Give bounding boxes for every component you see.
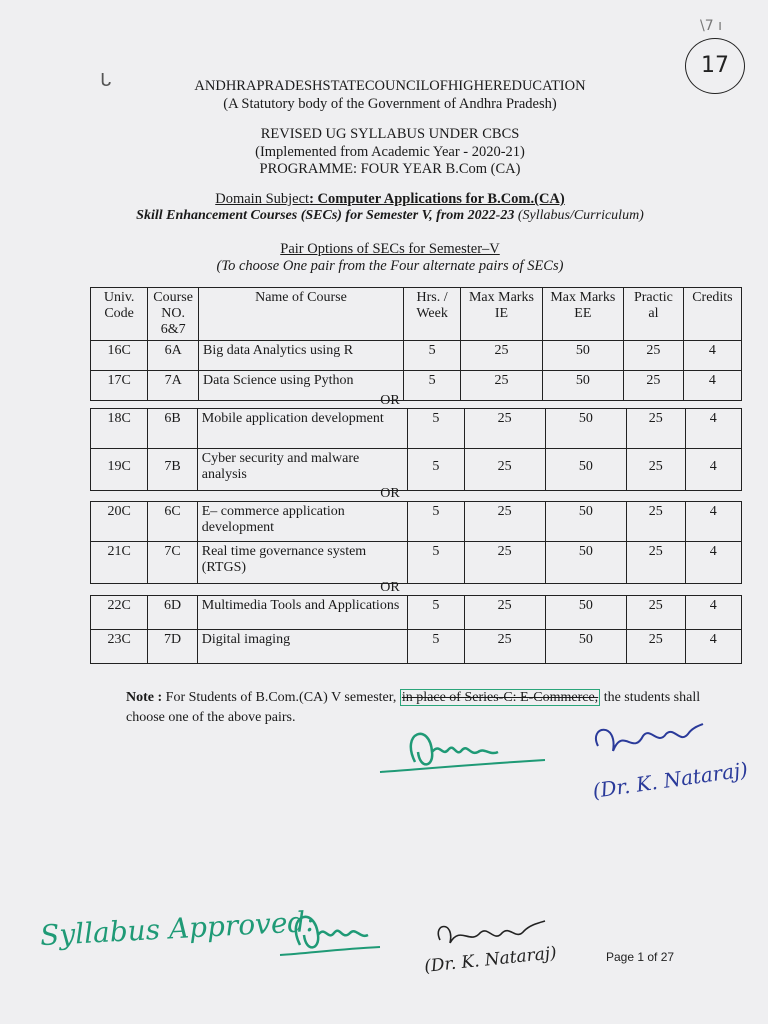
cell-ie: 25	[461, 371, 542, 401]
programme-line: PROGRAMME: FOUR YEAR B.Com (CA)	[259, 161, 521, 177]
syllabus-title: REVISED UG SYLLABUS UNDER CBCS	[260, 126, 520, 142]
cell-ee: 50	[545, 630, 626, 664]
note-label: Note :	[126, 690, 163, 705]
cell-course: 7B	[148, 449, 197, 491]
cell-name: E– commerce application development	[197, 502, 408, 542]
cell-ie: 25	[461, 341, 542, 371]
domain-subject: : Computer Applications for B.Com.(CA)	[309, 191, 565, 207]
cell-code: 19C	[91, 449, 148, 491]
cell-ie: 25	[464, 542, 545, 584]
black-handwritten-name: (Dr. K. Nataraj)	[423, 943, 558, 977]
cell-practical: 25	[626, 502, 685, 542]
council-name: ANDHRAPRADESHSTATECOUNCILOFHIGHEREDUCATION	[194, 78, 586, 94]
cell-practical: 25	[626, 449, 685, 491]
blue-handwritten-name: (Dr. K. Nataraj)	[591, 757, 750, 803]
cell-ee: 50	[545, 449, 626, 491]
header-max-ie: Max Marks IE	[461, 288, 542, 341]
or-separator: OR	[380, 580, 400, 595]
cell-hrs: 5	[408, 596, 464, 630]
green-signature	[370, 722, 550, 782]
cell-credits: 4	[683, 371, 741, 401]
cell-code: 22C	[91, 596, 148, 630]
cell-ie: 25	[464, 409, 545, 449]
table-row	[91, 341, 742, 371]
cell-hrs: 5	[403, 371, 460, 401]
cell-name: Cyber security and malware analysis	[197, 449, 408, 491]
header-univ-code: Univ. Code	[91, 288, 148, 341]
table-row	[91, 449, 742, 491]
cell-hrs: 5	[408, 542, 464, 584]
header-max-ee: Max Marks EE	[542, 288, 623, 341]
cell-course: 6A	[148, 341, 199, 371]
cell-code: 21C	[91, 542, 148, 584]
domain-prefix: Domain Subject	[215, 191, 310, 207]
syllabus-approved-text: Syllabus Approved:	[39, 904, 316, 953]
cell-practical: 25	[626, 630, 685, 664]
cell-code: 20C	[91, 502, 148, 542]
sec-table-group-4	[90, 595, 742, 664]
sec-table-group-2	[90, 408, 742, 491]
cell-credits: 4	[685, 502, 741, 542]
cell-ee: 50	[545, 502, 626, 542]
cell-credits: 4	[685, 542, 741, 584]
council-subtitle: (A Statutory body of the Government of Andhra Pradesh)	[223, 96, 557, 112]
cell-name: Data Science using Python	[199, 371, 404, 401]
sec-table-group-3	[90, 501, 742, 584]
cell-hrs: 5	[408, 502, 464, 542]
corner-marks: \7 ı	[700, 18, 722, 34]
cell-practical: 25	[626, 409, 685, 449]
pen-mark: ᒐ	[100, 70, 112, 90]
cell-code: 16C	[91, 341, 148, 371]
sec-title: Skill Enhancement Courses (SECs) for Semester V, from 2022-23	[136, 208, 515, 223]
cell-ee: 50	[545, 409, 626, 449]
implemented-line: (Implemented from Academic Year - 2020-21)	[255, 144, 525, 160]
cell-credits: 4	[683, 341, 741, 371]
cell-name: Digital imaging	[197, 630, 407, 664]
cell-practical: 25	[626, 596, 685, 630]
cell-ie: 25	[464, 630, 545, 664]
cell-code: 17C	[91, 371, 148, 401]
cell-hrs: 5	[403, 341, 460, 371]
cell-ie: 25	[464, 449, 545, 491]
header-credits: Credits	[683, 288, 741, 341]
blue-signature	[588, 716, 708, 766]
sec-title-tail: (Syllabus/Curriculum)	[514, 208, 644, 223]
cell-course: 7D	[148, 630, 197, 664]
cell-credits: 4	[685, 596, 741, 630]
cell-name: Big data Analytics using R	[199, 341, 404, 371]
cell-ee: 50	[542, 341, 623, 371]
note-text-before: For Students of B.Com.(CA) V semester,	[162, 690, 400, 705]
cell-hrs: 5	[408, 449, 464, 491]
cell-credits: 4	[685, 449, 741, 491]
cell-practical: 25	[624, 341, 684, 371]
sec-table-group-1	[90, 287, 742, 401]
cell-course: 6C	[148, 502, 197, 542]
cell-practical: 25	[624, 371, 684, 401]
cell-ee: 50	[545, 596, 626, 630]
cell-credits: 4	[685, 630, 741, 664]
table-row	[91, 542, 742, 584]
cell-practical: 25	[626, 542, 685, 584]
cell-course: 6D	[148, 596, 197, 630]
cell-code: 18C	[91, 409, 148, 449]
cell-course: 6B	[148, 409, 197, 449]
cell-course: 7A	[148, 371, 199, 401]
cell-ie: 25	[464, 596, 545, 630]
header-course-no: Course NO. 6&7	[148, 288, 199, 341]
cell-ie: 25	[464, 502, 545, 542]
table-header-row	[91, 288, 742, 341]
or-separator: OR	[380, 393, 400, 408]
struck-text: in place of Series-C: E-Commerce,	[401, 690, 599, 705]
header-practical: Practic al	[624, 288, 684, 341]
cell-code: 23C	[91, 630, 148, 664]
cell-ee: 50	[545, 542, 626, 584]
circled-page-number: 17	[685, 38, 745, 94]
note-text-after: the students shall choose one of the above pairs.	[126, 690, 701, 725]
cell-hrs: 5	[408, 409, 464, 449]
sec-title-line	[90, 208, 690, 224]
table-row	[91, 630, 742, 664]
table-row	[91, 409, 742, 449]
cell-name: Mobile application development	[197, 409, 408, 449]
cell-name: Multimedia Tools and Applications	[197, 596, 407, 630]
cell-course: 7C	[148, 542, 197, 584]
or-separator: OR	[380, 486, 400, 501]
green-approved-signature	[270, 905, 390, 965]
cell-credits: 4	[685, 409, 741, 449]
cell-ee: 50	[542, 371, 623, 401]
pair-instruction: (To choose One pair from the Four alternate pairs of SECs)	[216, 258, 564, 274]
header-course-name: Name of Course	[199, 288, 404, 341]
table-row	[91, 502, 742, 542]
table-row	[91, 596, 742, 630]
header-hrs: Hrs. / Week	[403, 288, 460, 341]
domain-subject-line	[90, 191, 690, 208]
cell-name: Real time governance system (RTGS)	[197, 542, 408, 584]
pair-options-heading: Pair Options of SECs for Semester–V	[280, 241, 500, 257]
cell-hrs: 5	[408, 630, 464, 664]
page-number: Page 1 of 27	[606, 950, 675, 964]
